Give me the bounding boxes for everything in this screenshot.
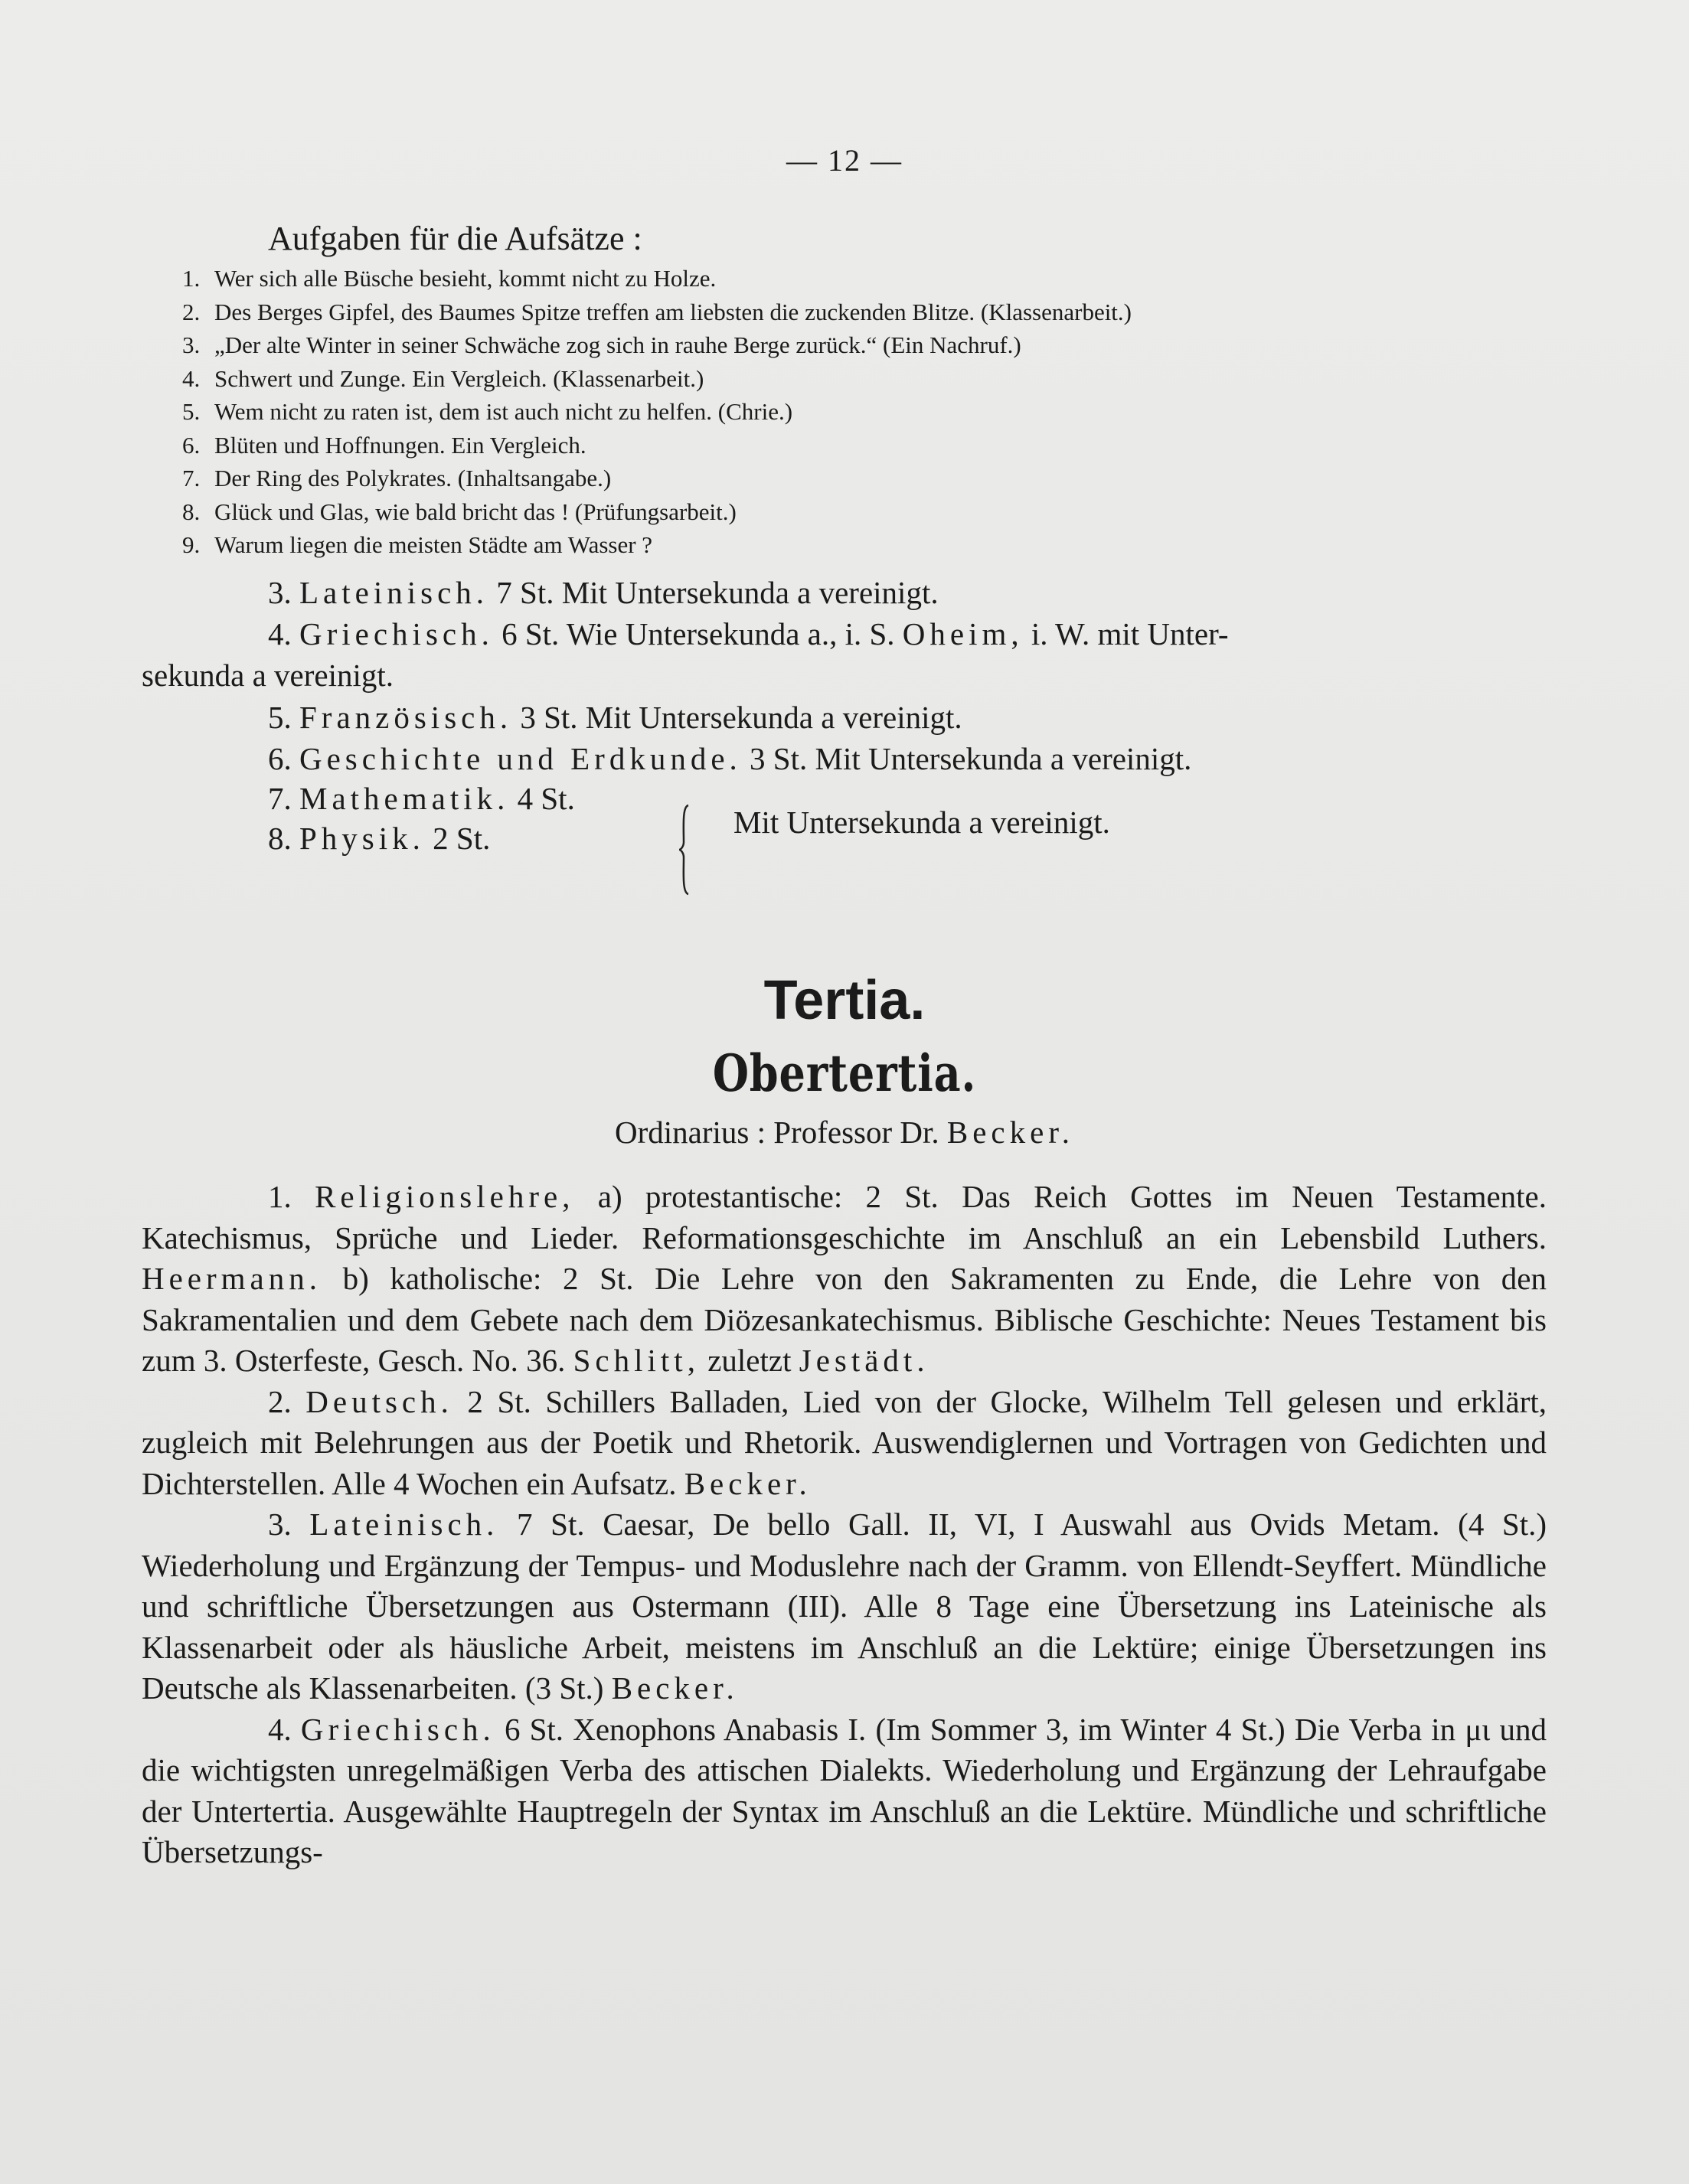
paragraph-griechisch: 4. Griechisch. 6 St. Xenophons Anabasis I. (Im Sommer 3, im Winter 4 St.) Die Verba in μι und die wichtigsten unregelmäßigen Verba des attischen Dialekts. Wiederholung und Ergänzung der Lehraufgabe der Untertertia. Ausgewählte Hauptregeln der Syntax im Anschluß an die Lektüre. Mündliche und schriftliche Übersetzungs- <box>142 1711 1547 1869</box>
list-item: 2. Des Berges Gipfel, des Baumes Spitze treffen am liebsten die zuckenden Blitze. (Klassenarbeit.) <box>182 298 1132 325</box>
merged-note: Mit Untersekunda a vereinigt. <box>733 805 1110 840</box>
subject-griechisch-line: 4. Griechisch. 6 St. Wie Untersekunda a., i. S. Oheim, i. W. mit Unter- <box>268 616 1229 651</box>
list-item: 7. Der Ring des Polykrates. (Inhaltsangabe.) <box>182 465 612 491</box>
list-item: 5. Wem nicht zu raten ist, dem ist auch nicht zu helfen. (Chrie.) <box>182 398 793 425</box>
subject-franzoesisch-line: 5. Französisch. 3 St. Mit Untersekunda a vereinigt. <box>268 700 962 735</box>
section-title-obertertia: Obertertia. <box>712 1043 977 1103</box>
paragraph-latein: 3. Lateinisch. 7 St. Caesar, De bello Gall. II, VI, I Auswahl aus Ovids Metam. (4 St.) Wiederholung und Ergänzung der Tempus- und Moduslehre nach der Gramm. von Ellendt-Seyffert. Mündliche und schriftliche Übersetzungen aus Ostermann (III). Alle 8 Tage eine Übersetzung ins Lateinische als Klassenarbeit oder als häusliche Arbeit, meistens im Anschluß an die Lektüre; einige Übersetzungen ins Deutsche als Klassenarbeiten. (3 St.) Becker. <box>142 1507 1547 1706</box>
curly-brace-icon <box>678 804 693 896</box>
subject-physik-line: 8. Physik. 2 St. <box>268 821 491 856</box>
list-item: 3. „Der alte Winter in seiner Schwäche zog sich in rauhe Berge zurück.“ (Ein Nachruf.) <box>182 331 1021 358</box>
aufgaben-heading: Aufgaben für die Aufsätze : <box>268 220 642 257</box>
list-item: 9. Warum liegen die meisten Städte am Wasser ? <box>182 531 653 558</box>
aufgaben-list <box>182 262 1560 562</box>
list-item: 8. Glück und Glas, wie bald bricht das ! (Prüfungsarbeit.) <box>182 498 737 525</box>
ordinarius-line: Ordinarius : Professor Dr. Becker. <box>615 1115 1074 1150</box>
subject-mathematik-line: 7. Mathematik. 4 St. <box>268 781 575 816</box>
obertertia-body <box>142 1177 1547 1873</box>
section-title-tertia: Tertia. <box>763 970 926 1031</box>
list-item: 4. Schwert und Zunge. Ein Vergleich. (Klassenarbeit.) <box>182 364 704 392</box>
subject-latein-line: 3. Lateinisch. 7 St. Mit Untersekunda a vereinigt. <box>268 575 939 610</box>
subject-geschichte-line: 6. Geschichte und Erdkunde. 3 St. Mit Untersekunda a vereinigt. <box>268 741 1192 776</box>
page-number: — 12 — <box>786 143 903 178</box>
list-item: 1. Wer sich alle Büsche besieht, kommt nicht zu Holze. <box>182 265 717 292</box>
subject-griechisch-continuation: sekunda a vereinigt. <box>142 658 394 693</box>
paragraph-religion: 1. Religionslehre, a) protestantische: 2 St. Das Reich Gottes im Neuen Testamente. Katechismus, Sprüche und Lieder. Reformationsgeschichte im Anschluß an ein Lebensbild Luthers. Heermann. b) katholische: 2 St. Die Lehre von den Sakramenten zu Ende, die Lehre von den Sakramentalien und dem Gebete nach dem Diözesankatechismus. Biblische Geschichte: Neues Testament bis zum 3. Osterfeste, Gesch. No. 36. Schlitt, zuletzt Jestädt. <box>142 1179 1547 1378</box>
paragraph-deutsch: 2. Deutsch. 2 St. Schillers Balladen, Lied von der Glocke, Wilhelm Tell gelesen und erklärt, zugleich mit Belehrungen aus der Poetik und Rhetorik. Auswendiglernen und Vortragen von Gedichten und Dichterstellen. Alle 4 Wochen ein Aufsatz. Becker. <box>142 1383 1547 1501</box>
list-item: 6. Blüten und Hoffnungen. Ein Vergleich. <box>182 431 586 459</box>
